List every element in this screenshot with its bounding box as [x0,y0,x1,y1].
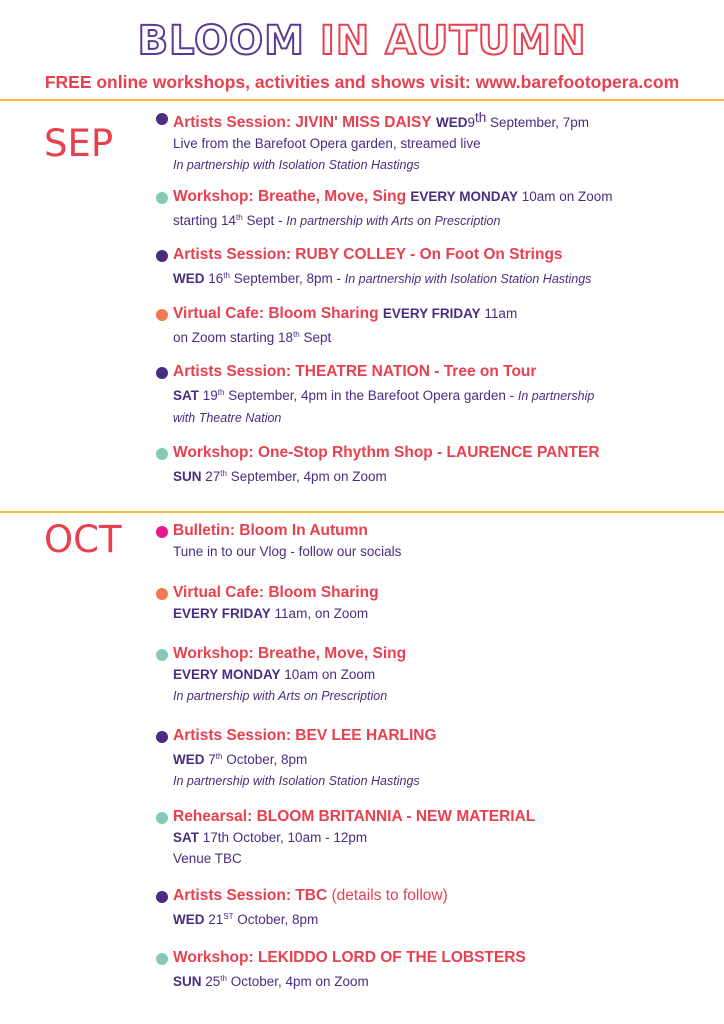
event-time: 17th October, 10am - 12pm [199,830,368,845]
page-title [0,18,724,64]
event-sep-6 [156,443,716,487]
event-start-month: Sept - [242,213,287,228]
event-title: Artists Session: THEATRE NATION - Tree on Tour [173,363,537,380]
event-partnership: In partnership with Isolation Station Hastings [173,774,420,788]
divider-top [0,99,724,101]
title-part-bloom: BLOOM [137,18,305,64]
event-venue: Venue TBC [173,851,242,866]
event-sep-3 [156,245,716,290]
event-day: WED [173,752,205,767]
event-date: 21 [204,912,224,927]
bullet-dot-teal-icon [156,649,168,661]
event-oct-5 [156,807,716,869]
event-sep-4 [156,304,716,348]
event-time: October, 8pm [222,752,308,767]
event-date: 7 [204,752,216,767]
bullet-dot-teal-icon [156,812,168,824]
event-partnership: In partnership with Isolation Station Hastings [344,272,592,286]
bullet-dot-purple-icon [156,367,168,379]
event-partnership-cont: with Theatre Nation [173,411,282,425]
event-start: starting 14 [173,213,237,228]
event-date: 27 [201,469,221,484]
event-partnership: In partnership [517,389,595,403]
event-time: October, 4pm on Zoom [226,974,369,989]
title-part-in-autumn: IN AUTUMN [319,18,587,64]
subtitle: FREE online workshops, activities and shows visit: www.barefootopera.com [44,72,680,92]
event-partnership: In partnership with Arts on Prescription [173,689,388,703]
bullet-dot-teal-icon [156,448,168,460]
event-time: October, 8pm [233,912,319,927]
event-oct-2 [156,583,716,624]
event-date-suffix: th [223,271,230,280]
event-day: EVERY FRIDAY [382,306,481,321]
event-day: WED [173,912,205,927]
bullet-dot-teal-icon [156,953,168,965]
event-day: WED [173,271,205,286]
event-partnership: In partnership with Arts on Prescription [286,214,501,228]
event-date-suffix: th [220,469,227,478]
event-date-suffix: th [236,213,243,222]
event-time: September, 7pm [486,115,590,130]
event-day: WED [435,115,468,130]
event-oct-6 [156,886,716,930]
event-time: September, 8pm - [229,271,345,286]
event-title: Workshop: Breathe, Move, Sing [173,645,407,662]
event-title: Artists Session: RUBY COLLEY - On Foot On Strings [173,246,563,263]
bullet-dot-purple-icon [156,113,168,125]
event-time: 11am, on Zoom [270,606,369,621]
bullet-dot-purple-icon [156,731,168,743]
event-oct-4 [156,726,716,792]
event-time: 11am [480,306,518,321]
event-day: EVERY FRIDAY [173,606,271,621]
bullet-dot-orange-icon [156,588,168,600]
event-sep-5 [156,362,716,429]
event-day: EVERY MONDAY [410,189,518,204]
event-title: Workshop: Breathe, Move, Sing [173,188,407,205]
event-sep-2 [156,187,716,232]
event-oct-7 [156,948,716,992]
event-title: Artists Session: JIVIN' MISS DAISY [173,114,432,131]
event-day: SAT [173,830,199,845]
event-start-month: Sept [299,330,332,345]
bullet-dot-orange-icon [156,309,168,321]
event-time: September, 4pm on Zoom [226,469,387,484]
event-time: September, 4pm in the Barefoot Opera garden - [224,388,518,403]
month-label-sep: SEP [44,122,114,165]
event-detail: Live from the Barefoot Opera garden, streamed live [173,136,481,151]
event-day: SUN [173,974,202,989]
divider-middle [0,511,724,513]
event-date-suffix: th [217,388,225,397]
event-day: EVERY MONDAY [173,667,281,682]
bullet-dot-magenta-icon [156,526,168,538]
event-title: Virtual Cafe: Bloom Sharing [173,584,379,601]
event-title: Artists Session: TBC [173,887,328,904]
event-date: 19 [199,388,218,403]
event-time: 10am on Zoom [517,189,613,204]
event-title-note: (details to follow) [327,887,448,904]
month-label-oct: OCT [44,518,122,561]
event-partnership: In partnership with Isolation Station Hastings [173,158,420,172]
event-oct-1 [156,521,716,562]
bullet-dot-purple-icon [156,891,168,903]
event-title: Rehearsal: BLOOM BRITANNIA - NEW MATERIAL [173,808,536,825]
event-date-suffix: th [220,974,227,983]
event-title: Artists Session: BEV LEE HARLING [173,727,437,744]
event-date: 16 [204,271,224,286]
event-date: 9 [467,115,475,130]
event-title: Virtual Cafe: Bloom Sharing [173,305,379,322]
event-day: SUN [173,469,202,484]
event-date-suffix: ST [223,912,234,921]
bullet-dot-purple-icon [156,250,168,262]
event-start: on Zoom starting 18 [173,330,294,345]
bullet-dot-teal-icon [156,192,168,204]
event-day: SAT [173,388,199,403]
event-oct-3 [156,644,716,707]
event-date-suffix: th [474,110,487,125]
event-date-suffix: th [293,330,300,339]
event-time: 10am on Zoom [280,667,376,682]
event-title: Bulletin: Bloom In Autumn [173,522,368,539]
event-detail: Tune in to our Vlog - follow our socials [173,544,402,559]
event-date-suffix: th [215,752,223,761]
event-date: 25 [201,974,221,989]
event-title: Workshop: One-Stop Rhythm Shop - LAURENCE PANTER [173,444,600,461]
event-title: Workshop: LEKIDDO LORD OF THE LOBSTERS [173,949,526,966]
event-sep-1 [156,108,716,176]
